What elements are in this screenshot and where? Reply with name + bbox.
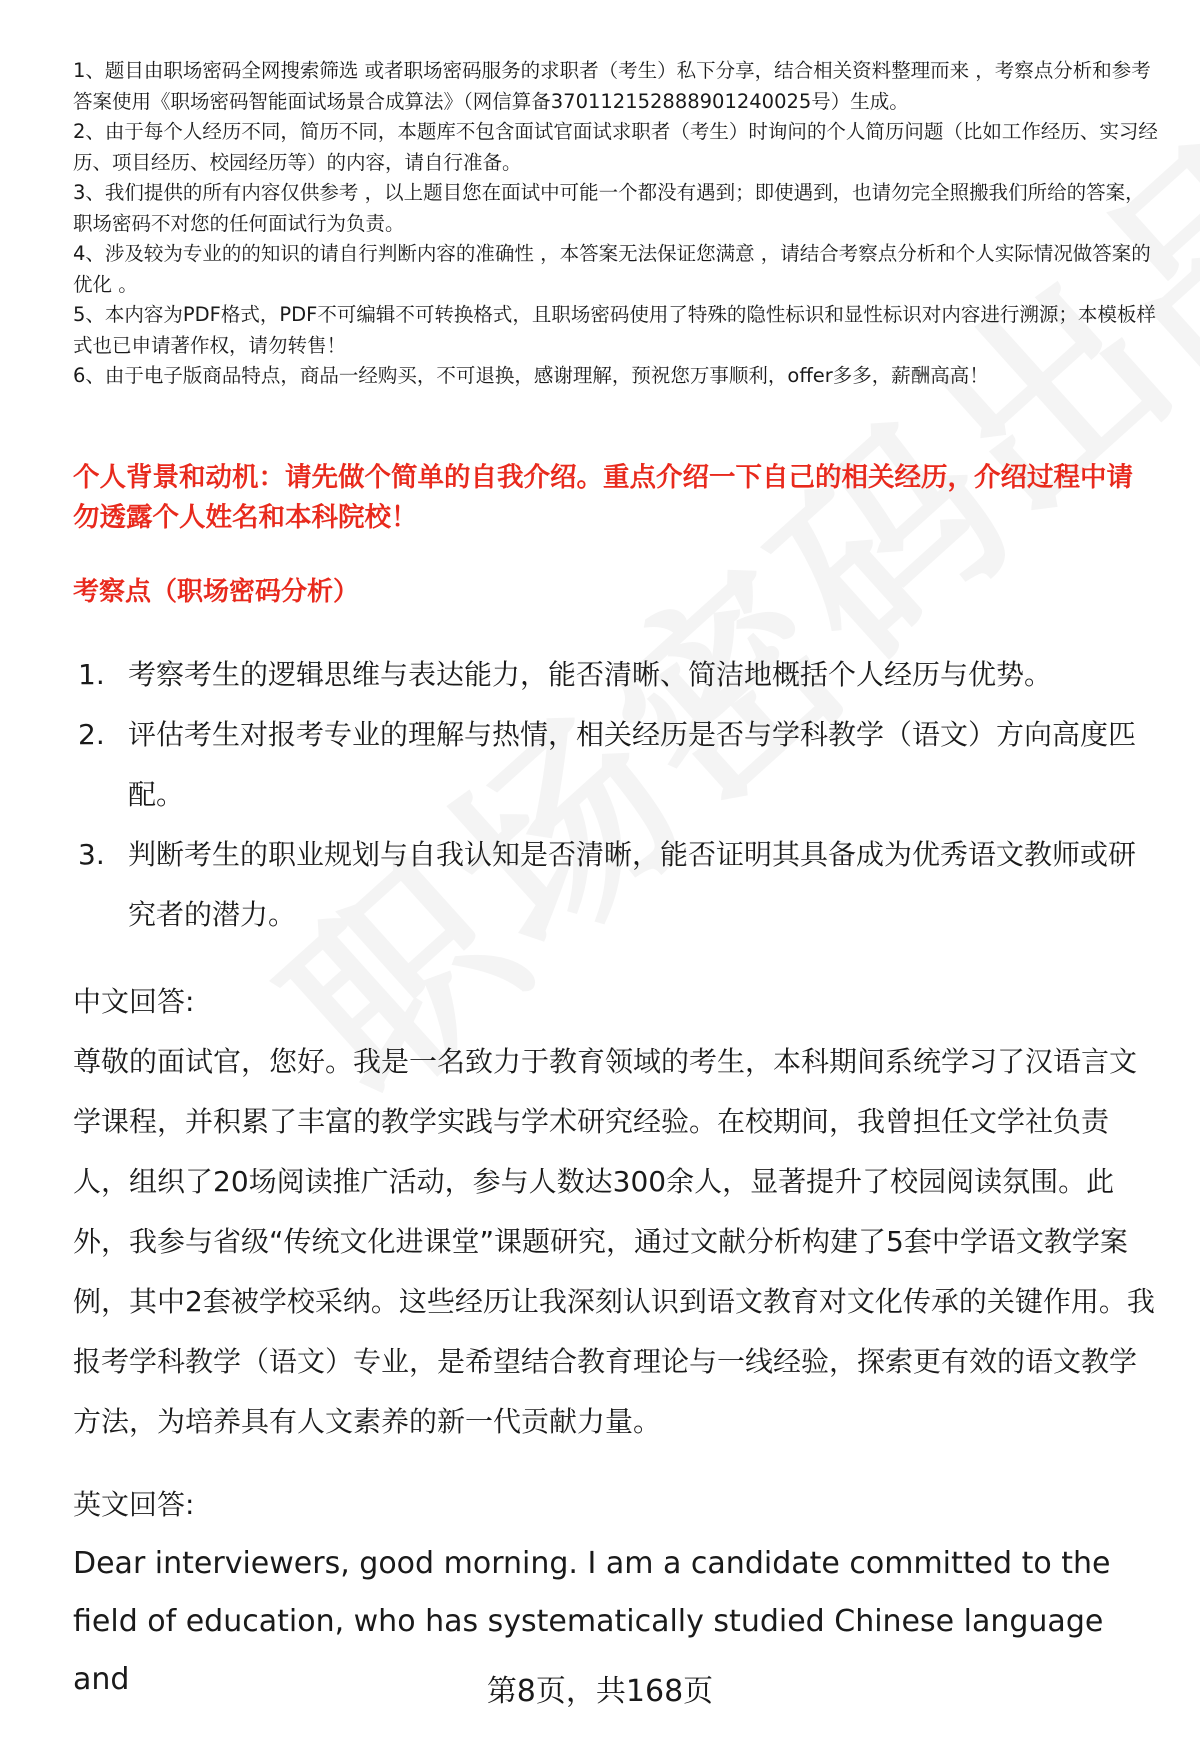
analysis-point [78,705,1158,825]
point-number: 1. [78,658,105,691]
point-number: 2. [78,718,105,751]
analysis-point [78,645,1158,705]
point-text: 评估考生对报考专业的理解与热情，相关经历是否与学科教学（语文）方向高度匹配。 [128,718,1137,811]
analysis-points [78,645,1158,945]
notice-item: 1、题目由职场密码全网搜索筛选 或者职场密码服务的求职者（考生）私下分享，结合相关资料整理而来 ，考察点分析和参考答案使用《职场密码智能面试场景合成算法》（网信算备370112152888901240025号）生成。 [73,59,1151,113]
disclaimer-notices [73,56,1163,392]
notice-item: 2、由于每个人经历不同，简历不同，本题库不包含面试官面试求职者（考生）时询问的个人简历问题（比如工作经历、实习经历、项目经历、校园经历等）的内容，请自行准备。 [73,120,1158,174]
point-number: 3. [78,838,105,871]
english-answer-label: 英文回答: [73,1488,195,1521]
interview-question: 个人背景和动机：请先做个简单的自我介绍。重点介绍一下自己的相关经历，介绍过程中请勿透露个人姓名和本科院校！ [73,462,1133,533]
notice-item: 5、本内容为PDF格式，PDF不可编辑不可转换格式，且职场密码使用了特殊的隐性标识和显性标识对内容进行溯源；本模板样式也已申请著作权，请勿转售！ [73,303,1156,357]
notice-item: 3、我们提供的所有内容仅供参考 ，以上题目您在面试中可能一个都没有遇到；即使遇到，也请勿完全照搬我们所给的答案，职场密码不对您的任何面试行为负责。 [73,181,1145,235]
analysis-heading: 考察点（职场密码分析） [73,577,360,607]
english-answer-text: Dear interviewers, good morning. I am a candidate committed to the field of education, who has systematically studied Chinese language and [73,1546,1111,1697]
analysis-point [78,825,1158,945]
page-footer: 第8页，共168页 [486,1674,714,1709]
chinese-answer-label: 中文回答: [73,985,195,1018]
point-text: 判断考生的职业规划与自我认知是否清晰，能否证明其具备成为优秀语文教师或研究者的潜力。 [128,838,1137,931]
notice-item: 6、由于电子版商品特点，商品一经购买，不可退换，感谢理解，预祝您万事顺利，offer多多，薪酬高高！ [73,364,989,387]
chinese-answer-text: 尊敬的面试官，您好。我是一名致力于教育领域的考生，本科期间系统学习了汉语言文学课程，并积累了丰富的教学实践与学术研究经验。在校期间，我曾担任文学社负责人，组织了20场阅读推广活动，参与人数达300余人，显著提升了校园阅读氛围。此外，我参与省级“传统文化进课堂”课题研究，通过文献分析构建了5套中学语文教学案例，其中2套被学校采纳。这些经历让我深刻认识到语文教育对文化传承的关键作用。我报考学科教学（语文）专业，是希望结合教育理论与一线经验，探索更有效的语文教学方法，为培养具有人文素养的新一代贡献力量。 [73,1045,1155,1438]
point-text: 考察考生的逻辑思维与表达能力，能否清晰、简洁地概括个人经历与优势。 [128,658,1053,691]
notice-item: 4、涉及较为专业的的知识的请自行判断内容的准确性 ，本答案无法保证您满意 ，请结合考察点分析和个人实际情况做答案的优化 。 [73,242,1151,296]
